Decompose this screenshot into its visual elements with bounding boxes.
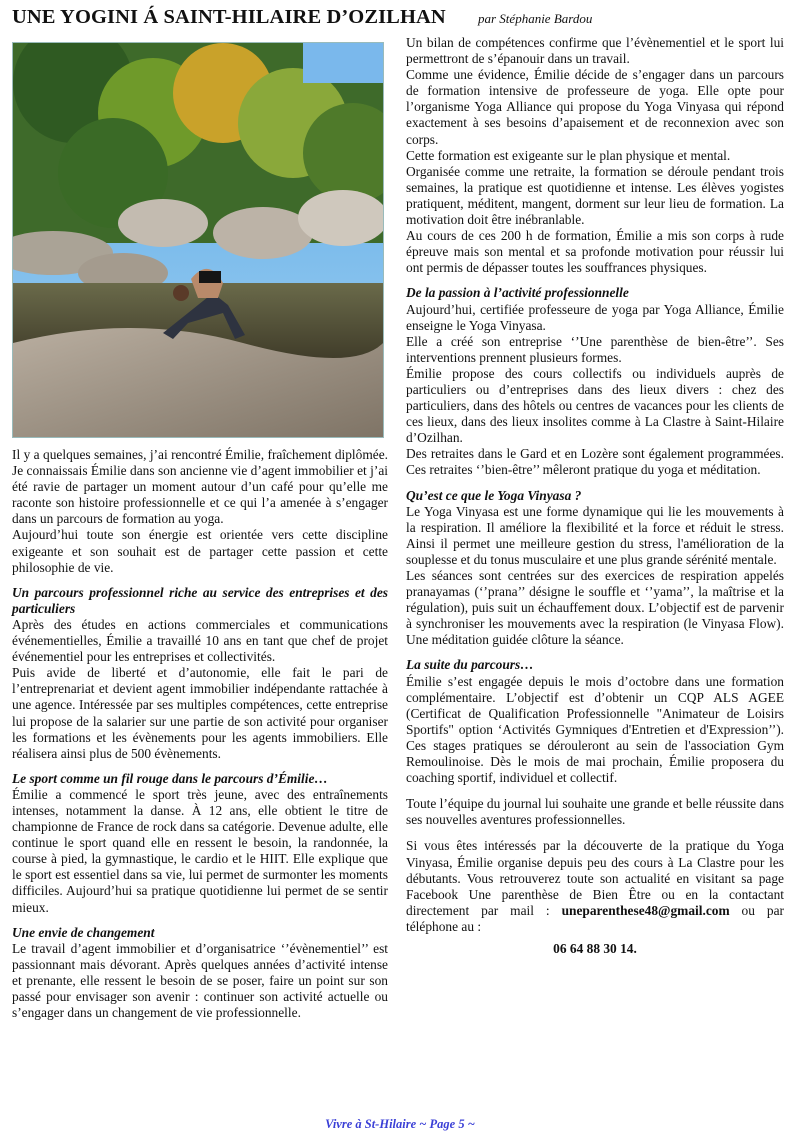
section-paragraph: Organisée comme une retraite, la formation se déroule pendant trois semaines, la pratique est quotidienne et intense. Les élèves yogistes pratiquent, méditent, mangent, dorment sur leur lieu de formation. La motivation doit être inébranlable. [406, 163, 784, 228]
section-heading: Qu’est ce que le Yoga Vinyasa ? [406, 487, 582, 503]
section-heading: De la passion à l’activité professionnelle [406, 285, 629, 301]
intro-paragraph: Il y a quelques semaines, j’ai rencontré Émilie, fraîchement diplômée. Je connaissais Émilie dans son ancienne vie d’agent immobilier et j’ai été ravie de partager un moment autour d’un café pour qu’elle me raconte son histoire professionnelle et ce qui l’a amenée à s’engager dans un parcours de formation au yoga. [12, 447, 388, 527]
section-paragraph: Le travail d’agent immobilier et d’organisatrice ‘’évènementiel’’ est passionnant mais dévorant. Après quelques années d’activité intense et prenante, elle ressent le besoin de se poser, faire un point sur son passé pour envisager son avenir : continuer son activité actuelle ou s’engager dans un changement de vie professionnelle. [12, 940, 388, 1021]
section-paragraph: Le Yoga Vinyasa est une forme dynamique qui lie les mouvements à la respiration. Il améliore la flexibilité et la force et réduit le stress. Ainsi il permet une meilleure gestion du stress, l'amélioration de la souplesse et du tonus musculaire et une plus grande sérénité mentale. [406, 503, 784, 567]
section-paragraph: Après des études en actions commerciales et communications événementielles, Émilie a travaillé 10 ans en tant que chef de projet événementiel pour les entreprises et collectivités. [12, 616, 388, 665]
section-paragraph: Émilie a commencé le sport très jeune, avec des entraînements intenses, notamment la danse. À 12 ans, elle obtient le titre de championne de France de rock dans sa catégorie. Devenue adulte, elle continue le sport quand elle en ressent le besoin, la randonnée, la course à pied, la gymnastique, le cardio et le HIIT. Elle explique que le sport est essentiel dans sa vie, lui permet de surmonter les moments difficiles. Aujourd’hui sa pratique quotidienne lui permet de se sentir mieux. [12, 786, 388, 915]
section-paragraph: Elle a créé son entreprise ‘’Une parenthèse de bien-être’’. Ses interventions prennent plusieurs formes. [406, 333, 784, 365]
article-byline: par Stéphanie Bardou [478, 11, 593, 26]
contact-text-after-email: ou par téléphone au : [406, 902, 784, 934]
section-heading: Une envie de changement [12, 924, 155, 940]
article-header [12, 6, 792, 34]
section-heading: La suite du parcours… [406, 657, 534, 673]
section-paragraph: Cette formation est exigeante sur le plan physique et mental. [406, 147, 731, 163]
section-paragraph: Des retraites dans le Gard et en Lozère sont également programmées. Ces retraites ‘’bien-être’’ mêleront pratique du yoga et méditation. [406, 446, 784, 478]
page-footer: Vivre à St-Hilaire ~ Page 5 ~ [325, 1117, 475, 1131]
contact-text: Si vous êtes intéressés par la découverte de la pratique du Yoga Vinyasa, Émilie organise depuis peu des cours à La Clastre pour les débutants. Vous retrouverez toute son actualité en visitant sa page Facebook Une parenthèse de Bien Être ou en la contactant directement par mail : [406, 838, 784, 918]
section-paragraph: Puis avide de liberté et d’autonomie, elle fait le pari de l’entreprenariat et devient agent immobilier indépendante rattachée à une agence. Intéressée par ses multiples compétences, cette entreprise lui propose de la salarier sur une partie de son activité pour organiser les formations et les évènements pour les agents immobiliers. Elle réalisera ainsi plus de 500 évènements. [12, 665, 388, 761]
closing-paragraph: Toute l’équipe du journal lui souhaite une grande et belle réussite dans ses nouvelles aventures professionnelles. [406, 796, 784, 828]
right-column [406, 35, 784, 957]
section-paragraph: Les séances sont centrées sur des exercices de respiration appelés pranayamas (‘’prana’’ désigne le souffle et ‘’yama’’, la maîtrise et la régulation), puis suit un échauffement doux. L’objectif est de parvenir à synchroniser les mouvements avec la respiration (le Vinyasa Flow). Une méditation guidée clôture la séance. [406, 568, 784, 648]
section-paragraph: Aujourd’hui, certifiée professeure de yoga par Yoga Alliance, Émilie enseigne le Yoga Vinyasa. [406, 301, 784, 333]
contact-paragraph [406, 838, 784, 935]
section-paragraph: Émilie s’est engagée depuis le mois d’octobre dans une formation complémentaire. L’objectif est d’obtenir un CQP ALS AGEE (Certificat de Qualification Professionnelle "Animateur de Loisirs Sportifs" option ‘Activités Gymniques d'Entretien et d'Expression’’). Ces stages pratiques se dérouleront au sein de l'association Gym Remoulinoise. Dès le mois de mai prochain, Émilie proposera du coaching sportif, individuel et collectif. [406, 673, 784, 786]
article-title: UNE YOGINI Á SAINT-HILAIRE D’OZILHAN [12, 6, 446, 28]
article-photo-yoga-pose [12, 42, 384, 438]
contact-phone: 06 64 88 30 14. [553, 940, 637, 956]
section-paragraph: Un bilan de compétences confirme que l’évènementiel et le sport lui permettront de s’épanouir dans un travail. [406, 35, 784, 67]
section-paragraph: Émilie propose des cours collectifs ou individuels auprès de particuliers ou d’entreprises dans des lieux divers : chez des particuliers, dans des hôtels ou centres de vacances pour les clients de ces lieux, dans des lieux insolites comme à La Clastre à Saint-Hilaire d’Ozilhan. [406, 365, 784, 446]
section-heading: Un parcours professionnel riche au service des entreprises et des particuliers [12, 584, 388, 616]
section-paragraph: Au cours de ces 200 h de formation, Émilie a mis son corps à rude épreuve mais son mental et sa profonde motivation pour réussir lui ont permis de dépasser toutes les souffrances physiques. [406, 228, 784, 276]
intro-paragraph: Aujourd’hui toute son énergie est orientée vers cette discipline exigeante et son souhait est de partager cette passion et cette philosophie de vie. [12, 527, 388, 575]
contact-email[interactable]: uneparenthese48@gmail.com [561, 902, 730, 918]
left-column [12, 447, 388, 1021]
section-paragraph: Comme une évidence, Émilie décide de s’engager dans un parcours de formation intensive de professeure de yoga. Elle opte pour l’organisme Yoga Alliance qui propose du Yoga Vinyasa qui répond exactement à ses besoins d’apaisement et de reconnexion avec son corps. [406, 67, 784, 147]
section-heading: Le sport comme un fil rouge dans le parcours d’Émilie… [12, 770, 328, 786]
